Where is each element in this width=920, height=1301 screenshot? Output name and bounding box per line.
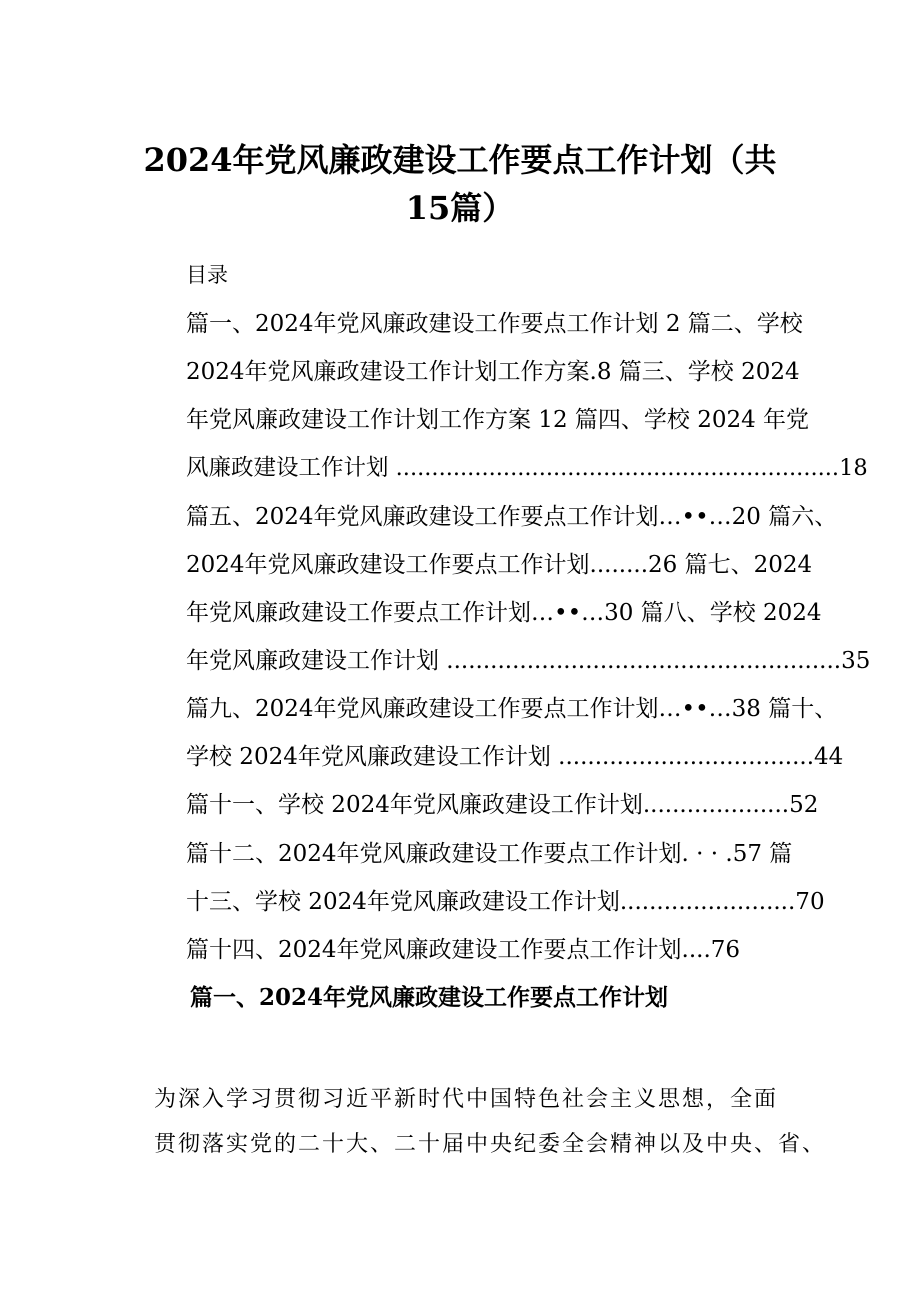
toc-line: 风廉政建设工作计划 ..............................................................18 — [186, 455, 868, 481]
section-heading: 篇一、2024年党风廉政建设工作要点工作计划 — [190, 984, 669, 1011]
toc-line: 学校 2024年党风廉政建设工作计划 ...................................44 — [186, 744, 844, 770]
toc-line: 篇十一、学校 2024年党风廉政建设工作计划....................52 — [186, 792, 819, 818]
toc-line: 年党风廉政建设工作计划工作方案 12 篇四、学校 2024 年党 — [186, 407, 810, 433]
toc-line: 篇九、2024年党风廉政建设工作要点工作计划…••…38 篇十、 — [186, 696, 838, 722]
toc-label: 目录 — [186, 263, 228, 287]
body-paragraph-line: 为深入学习贯彻习近平新时代中国特色社会主义思想，全面 — [154, 1087, 779, 1112]
body-paragraph-line: 贯彻落实党的二十大、二十届中央纪委全会精神以及中央、省、 — [154, 1132, 827, 1157]
toc-line: 篇一、2024年党风廉政建设工作要点工作计划 2 篇二、学校 — [186, 311, 803, 337]
document-title-line-2: 15篇） — [405, 189, 515, 227]
toc-line: 篇五、2024年党风廉政建设工作要点工作计划…••…20 篇六、 — [186, 504, 838, 530]
toc-line: 年党风廉政建设工作计划 ......................................................35 — [186, 648, 871, 674]
toc-line: 年党风廉政建设工作要点工作计划…••…30 篇八、学校 2024 — [186, 600, 822, 626]
document-title-line-1: 2024年党风廉政建设工作要点工作计划（共 — [143, 141, 777, 179]
toc-line: 2024年党风廉政建设工作要点工作计划........26 篇七、2024 — [186, 552, 813, 578]
toc-line: 篇十四、2024年党风廉政建设工作要点工作计划....76 — [186, 937, 741, 963]
toc-line: 十三、学校 2024年党风廉政建设工作计划........................70 — [186, 889, 825, 915]
toc-line: 篇十二、2024年党风廉政建设工作要点工作计划. · · .57 篇 — [186, 841, 793, 867]
toc-line: 2024年党风廉政建设工作计划工作方案.8 篇三、学校 2024 — [186, 359, 800, 385]
